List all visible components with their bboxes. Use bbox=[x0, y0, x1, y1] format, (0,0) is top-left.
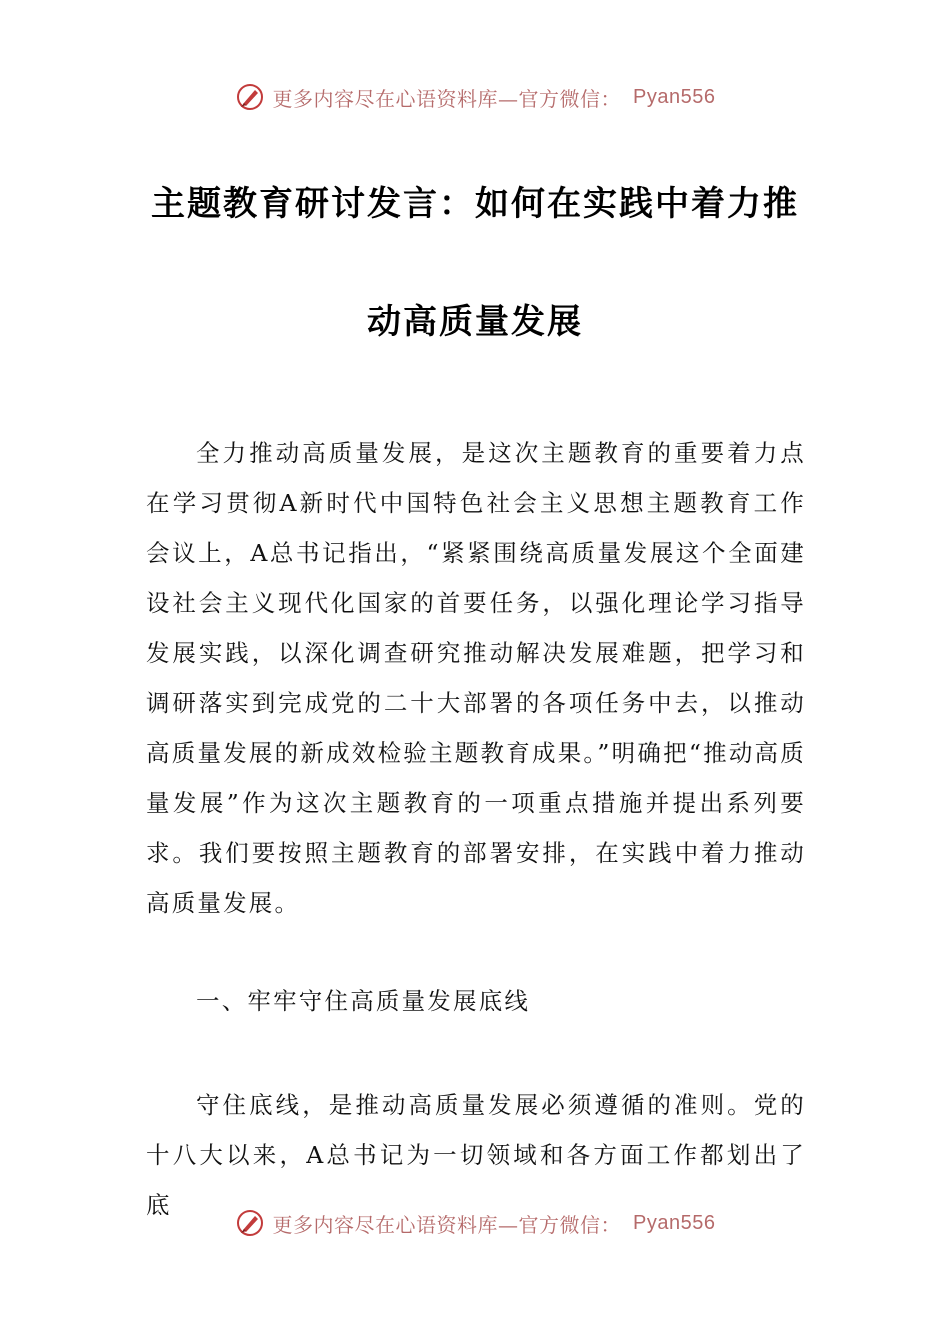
pen-logo-icon bbox=[235, 82, 265, 112]
watermark-header bbox=[0, 82, 950, 112]
watermark-text: 更多内容尽在心语资料库—官方微信： bbox=[272, 86, 622, 111]
section-heading-1: 一、牢牢守住高质量发展底线 bbox=[196, 987, 531, 1015]
body-paragraph-1: 全力推动高质量发展，是这次主题教育的重要着力点在学习贯彻A新时代中国特色社会主义思想主题教育工作会议上，A总书记指出，“紧紧围绕高质量发展这个全面建设社会主义现代化国家的首要任务，以强化理论学习指导发展实践，以深化调查研究推动解决发展难题，把学习和调研落实到完成党的二十大部署的各项任务中去，以推动高质量发展的新成效检验主题教育成果。”明确把“推动高质量发展”作为这次主题教育的一项重点措施并提出系列要求。我们要按照主题教育的部署安排，在实践中着力推动高质量发展。 bbox=[146, 439, 806, 917]
document-title-line-1: 主题教育研讨发言：如何在实践中着力推 bbox=[151, 184, 799, 224]
body-paragraph-2: 守住底线，是推动高质量发展必须遵循的准则。党的十八大以来，A总书记为一切领域和各方面工作都划出了底 bbox=[146, 1091, 806, 1219]
document-title-line-2: 动高质量发展 bbox=[367, 302, 583, 342]
pen-logo-icon bbox=[235, 1208, 265, 1238]
watermark-footer bbox=[0, 1208, 950, 1238]
watermark-id: Pyan556 bbox=[633, 1211, 716, 1234]
watermark-text: 更多内容尽在心语资料库—官方微信： bbox=[272, 1212, 622, 1237]
watermark-id: Pyan556 bbox=[633, 85, 716, 108]
